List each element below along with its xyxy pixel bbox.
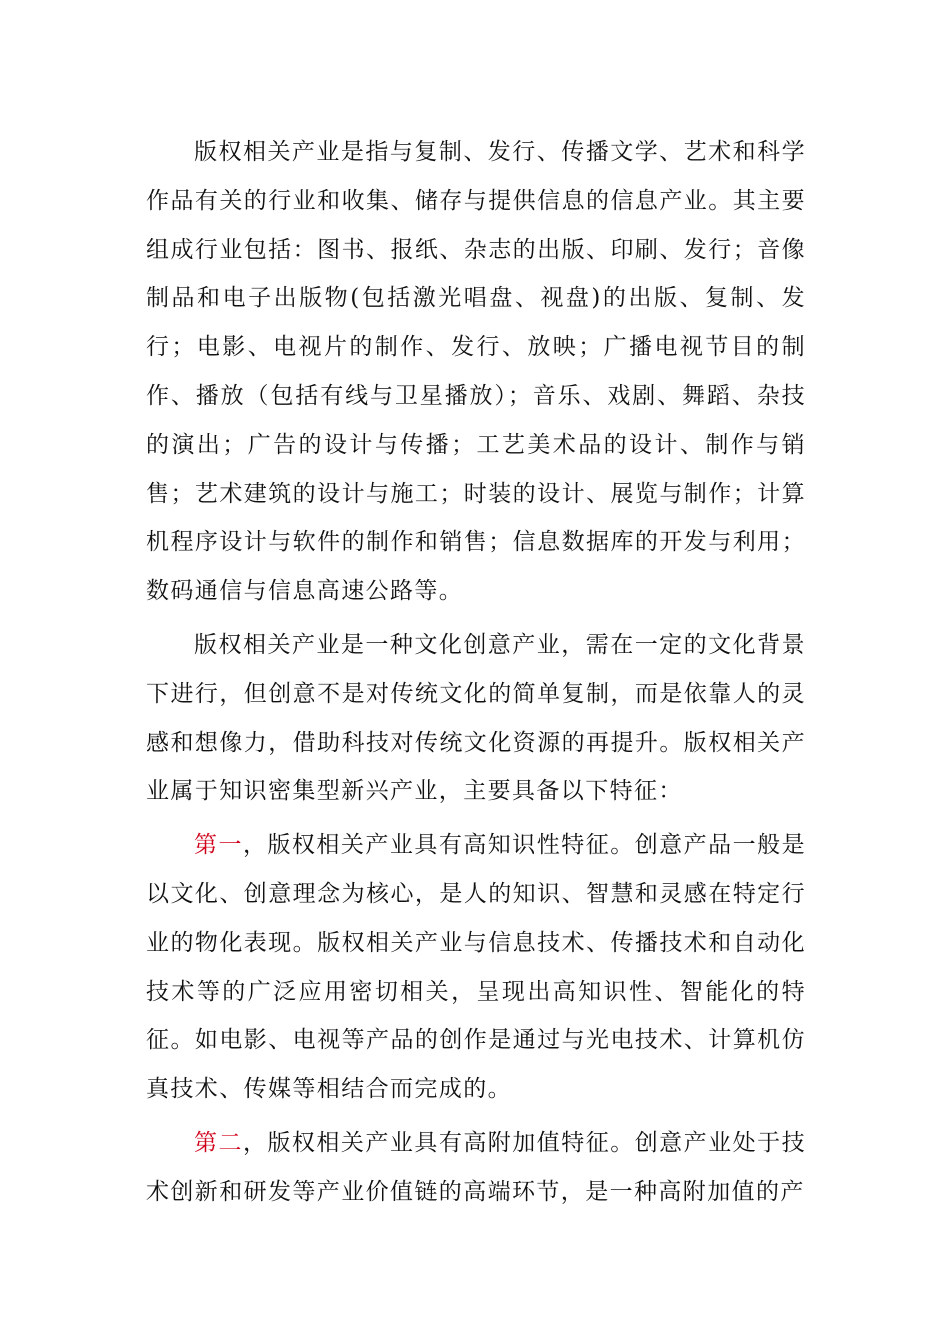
paragraph-overview	[146, 621, 806, 816]
paragraph-text: 版权相关产业是指与复制、发行、传播文学、艺术和科学作品有关的行业和收集、储存与提供信息的信息产业。其主要组成行业包括：图书、报纸、杂志的出版、印刷、发行；音像制品和电子出版物(包括激光唱盘、视盘)的出版、复制、发行；电影、电视片的制作、发行、放映；广播电视节目的制作、播放（包括有线与卫星播放）；音乐、戏剧、舞蹈、杂技的演出；广告的设计与传播；工艺美术品的设计、制作与销售；艺术建筑的设计与施工；时装的设计、展览与制作；计算机程序设计与软件的制作和销售；信息数据库的开发与利用；数码通信与信息高速公路等。	[146, 139, 806, 605]
paragraph-feature-1	[146, 821, 806, 1114]
paragraph-text: ，版权相关产业具有高知识性特征。创意产品一般是以文化、创意理念为核心，是人的知识、智慧和灵感在特定行业的物化表现。版权相关产业与信息技术、传播技术和自动化技术等的广泛应用密切相关，呈现出高知识性、智能化的特征。如电影、电视等产品的创作是通过与光电技术、计算机仿真技术、传媒等相结合而完成的。	[146, 832, 806, 1103]
document-body	[146, 128, 806, 1222]
paragraph-text: 版权相关产业是一种文化创意产业，需在一定的文化背景下进行，但创意不是对传统文化的简单复制，而是依靠人的灵感和想像力，借助科技对传统文化资源的再提升。版权相关产业属于知识密集型新兴产业，主要具备以下特征：	[146, 631, 806, 805]
paragraph-text: ，版权相关产业具有高附加值特征。创意产业处于技术创新和研发等产业价值链的高端环节，是一种高附加值的产	[146, 1129, 806, 1205]
paragraph-lead-highlight: 第二	[194, 1129, 243, 1156]
paragraph-definition	[146, 128, 806, 616]
paragraph-lead-highlight: 第一	[194, 832, 243, 859]
paragraph-feature-2	[146, 1119, 806, 1217]
